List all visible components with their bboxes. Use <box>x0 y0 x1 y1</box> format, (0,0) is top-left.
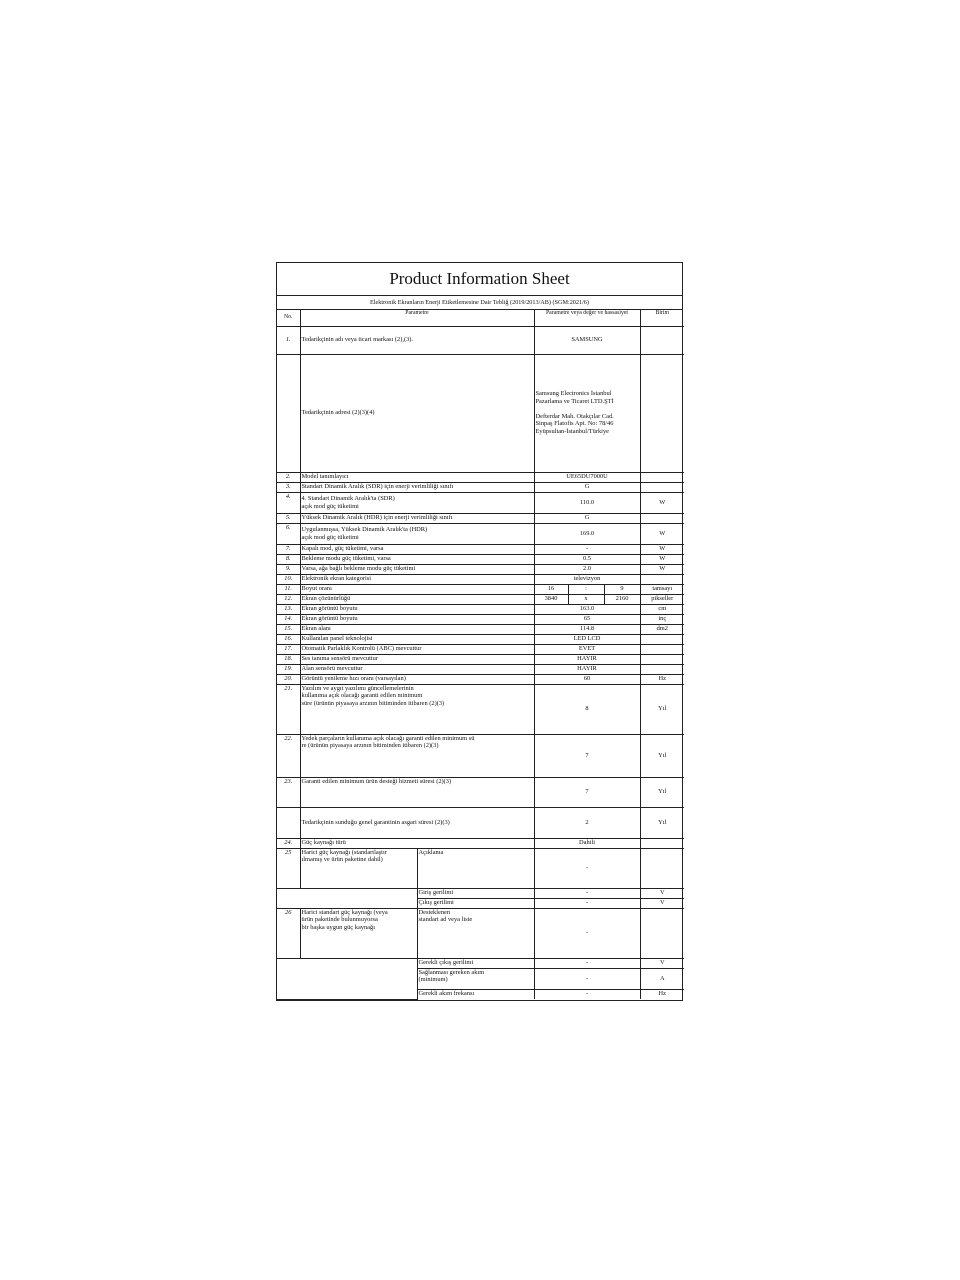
row-parameter <box>300 492 534 513</box>
row-parameter <box>300 684 534 734</box>
row-parameter: Ses tanıma sensörü mevcuttur <box>300 654 534 664</box>
table-row <box>277 614 684 624</box>
table-row <box>277 777 684 807</box>
psu-label-line: ürün paketinde bulunmuyorsa <box>301 916 378 924</box>
table-row <box>277 482 684 492</box>
row-unit <box>640 354 684 472</box>
address-line: Sinpaş Flatofis Apt. No: 78/46 <box>535 420 614 428</box>
table-row <box>277 326 684 354</box>
row-unit: Hz <box>640 674 684 684</box>
address-line: Samsung Electronics İstanbul <box>535 390 612 397</box>
blank-cell <box>277 958 417 999</box>
row-value: 110.0 <box>534 492 640 513</box>
parameter-line: re (ürünün piyasaya arzının bitiminden itibaren (2)(3) <box>301 742 439 750</box>
row-value: 2 <box>534 807 640 838</box>
row-parameter: Görüntü yenileme hızı oranı (varsayılan) <box>300 674 534 684</box>
row-value: HAYIR <box>534 654 640 664</box>
psu-unit: Hz <box>640 989 684 999</box>
table-row <box>277 684 684 734</box>
psu-label-line: ılmamış ve ürün paketine dahil) <box>301 856 383 864</box>
table-row <box>277 644 684 654</box>
row-value: - <box>534 544 640 554</box>
row-unit <box>640 644 684 654</box>
header-no: No. <box>277 310 300 326</box>
table-row <box>277 838 684 848</box>
row-unit: Yıl <box>640 734 684 777</box>
row-number: 5. <box>277 513 300 523</box>
psu-value: - <box>534 898 640 908</box>
row-parameter: Kullanılan panel teknolojisi <box>300 634 534 644</box>
row-unit <box>640 472 684 482</box>
address-line: Defterdar Mah. Otakçılar Cad. <box>535 412 614 420</box>
row-number: 7. <box>277 544 300 554</box>
row-unit: Yıl <box>640 807 684 838</box>
row-number: 6. <box>277 523 300 544</box>
row-number: 10. <box>277 574 300 584</box>
psu-sub-label-line: (minimum) <box>418 976 448 984</box>
table-row <box>277 513 684 523</box>
row-number <box>277 807 300 838</box>
row-parameter: Tedarikçinin adı veya ticari markası (2),(3). <box>300 326 534 354</box>
row-parameter: Yüksek Dinamik Aralık (HDR) için enerji verimliliği sınıfı <box>300 513 534 523</box>
row-parameter: Ekran alanı <box>300 624 534 634</box>
row-unit: W <box>640 554 684 564</box>
psu-value: - <box>534 989 640 999</box>
row-number: 12. <box>277 594 300 604</box>
psu-sub-label: Gerekli çıkış gerilimi <box>417 958 534 968</box>
row-value: SAMSUNG <box>534 326 640 354</box>
table-row <box>277 564 684 574</box>
row-number: 9. <box>277 564 300 574</box>
row-value: 65 <box>534 614 640 624</box>
value-part-1: 3840 <box>534 594 568 604</box>
row-value: televizyon <box>534 574 640 584</box>
row-value <box>534 354 640 472</box>
header-unit: Birim <box>640 310 684 326</box>
row-number: 15. <box>277 624 300 634</box>
table-row <box>277 624 684 634</box>
row-parameter: Ekran çözünürlüğü <box>300 594 534 604</box>
row-parameter: Elektronik ekran kategorisi <box>300 574 534 584</box>
row-parameter: Ekran görüntü boyutu <box>300 614 534 624</box>
value-part-2: 2160 <box>604 594 640 604</box>
psu-unit: V <box>640 958 684 968</box>
psu-row <box>277 958 684 968</box>
row-parameter: Güç kaynağı türü <box>300 838 534 848</box>
psu-value: - <box>534 968 640 989</box>
table-row <box>277 604 684 614</box>
row-number: 23. <box>277 777 300 807</box>
row-parameter <box>300 523 534 544</box>
row-unit: tamsayı <box>640 584 684 594</box>
psu-label-line: bir başka uygun güç kaynağı <box>301 924 375 932</box>
row-parameter: Kapalı mod, güç tüketimi, varsa <box>300 544 534 554</box>
row-unit <box>640 482 684 492</box>
row-parameter: Boyut oranı <box>300 584 534 594</box>
row-number: 22. <box>277 734 300 777</box>
psu-unit <box>640 848 684 888</box>
header-value: Parametre veya değer ve hassasiyet <box>534 310 640 326</box>
psu-label <box>300 908 417 958</box>
parameter-line: 4. Standart Dinamik Aralık'ta (SDR) <box>301 494 395 502</box>
value-part-2: 9 <box>604 584 640 594</box>
row-number: 26 <box>277 908 300 958</box>
table-row <box>277 674 684 684</box>
psu-sub-label <box>417 908 534 958</box>
psu-sub-label-line: Desteklenen <box>418 908 451 916</box>
row-unit: cm <box>640 604 684 614</box>
row-number: 14. <box>277 614 300 624</box>
row-unit <box>640 654 684 664</box>
row-value: LED LCD <box>534 634 640 644</box>
table-row <box>277 492 684 513</box>
parameter-line: Uygulanmışsa, Yüksek Dinamik Aralık'ta (HDR) <box>301 525 428 533</box>
parameter-line: Yedek parçaların kullanıma açık olacağı garanti edilen minimum sü <box>301 734 475 742</box>
row-unit: dm2 <box>640 624 684 634</box>
parameter-line: Yazılım ve aygıt yazılımı güncellemelerinin <box>301 684 414 692</box>
value-part-1: 16 <box>534 584 568 594</box>
row-unit <box>640 574 684 584</box>
row-unit <box>640 838 684 848</box>
row-number: 3. <box>277 482 300 492</box>
row-unit: pikseller <box>640 594 684 604</box>
row-unit: W <box>640 564 684 574</box>
row-number: 20. <box>277 674 300 684</box>
row-value: UE65DU7000U <box>534 472 640 482</box>
row-parameter: Model tanımlayıcı <box>300 472 534 482</box>
row-unit <box>640 326 684 354</box>
row-unit: W <box>640 544 684 554</box>
psu-sub-label <box>417 968 534 989</box>
table-row <box>277 664 684 674</box>
row-parameter: Bekleme modu güç tüketimi, varsa <box>300 554 534 564</box>
psu-sub-label: Gerekli akım frekansı <box>417 989 534 999</box>
row-value: Dahili <box>534 838 640 848</box>
psu-label-line: Harici standart güç kaynağı (veya <box>301 908 388 916</box>
psu-row <box>277 908 684 958</box>
row-unit <box>640 513 684 523</box>
psu-sub-label: Çıkış gerilimi <box>417 898 534 908</box>
table-row <box>277 554 684 564</box>
row-parameter: Alan sensörü mevcuttur <box>300 664 534 674</box>
psu-unit: V <box>640 888 684 898</box>
row-value: 7 <box>534 777 640 807</box>
psu-unit <box>640 908 684 958</box>
parameter-line: süre (ürünün piyasaya arzının bitiminden itibaren (2)(3) <box>301 700 445 708</box>
address-line <box>536 406 639 413</box>
row-value: 2.0 <box>534 564 640 574</box>
row-number: 18. <box>277 654 300 664</box>
row-parameter: Tedarikçinin sunduğu genel garantinin asgari süresi (2)(3) <box>300 807 534 838</box>
value-separator: x <box>568 594 604 604</box>
row-value: 163.0 <box>534 604 640 614</box>
table-row <box>277 807 684 838</box>
row-value: 169.0 <box>534 523 640 544</box>
row-unit: Yıl <box>640 777 684 807</box>
row-unit <box>640 664 684 674</box>
address-line: Pazarlama ve Ticaret LTD.ŞTİ <box>535 397 614 405</box>
table-row <box>277 523 684 544</box>
table-row <box>277 584 684 594</box>
row-parameter: Varsa, ağa bağlı bekleme modu güç tüketimi <box>300 564 534 574</box>
psu-value: - <box>534 958 640 968</box>
table-row <box>277 472 684 482</box>
row-value: 8 <box>534 684 640 734</box>
psu-sub-label: Açıklama <box>417 848 534 888</box>
psu-value: - <box>534 848 640 888</box>
psu-sub-label-line: standart ad veya liste <box>418 916 473 924</box>
value-separator: : <box>568 584 604 594</box>
row-number <box>277 354 300 472</box>
row-number: 19. <box>277 664 300 674</box>
product-information-sheet <box>276 262 683 1001</box>
row-number: 16. <box>277 634 300 644</box>
row-value: 7 <box>534 734 640 777</box>
row-parameter <box>300 734 534 777</box>
row-number: 8. <box>277 554 300 564</box>
table-row <box>277 574 684 584</box>
psu-value: - <box>534 888 640 898</box>
parameter-table <box>277 310 684 1000</box>
row-unit: Yıl <box>640 684 684 734</box>
table-row <box>277 734 684 777</box>
row-number: 1. <box>277 326 300 354</box>
row-value: 0.5 <box>534 554 640 564</box>
psu-unit: V <box>640 898 684 908</box>
header-row <box>277 310 684 326</box>
row-parameter: Otomatik Parlaklık Kontrolü (ABC) mevcuttur <box>300 644 534 654</box>
row-number: 13. <box>277 604 300 614</box>
row-unit: inç <box>640 614 684 624</box>
row-number: 25 <box>277 848 300 888</box>
table-row <box>277 654 684 664</box>
row-value: HAYIR <box>534 664 640 674</box>
address-line: Eyüpsultan-İstanbul/Türkiye <box>535 428 609 436</box>
psu-row <box>277 888 684 898</box>
row-number: 17. <box>277 644 300 654</box>
parameter-line: açık mod güç tüketimi <box>301 502 359 510</box>
row-value: EVET <box>534 644 640 654</box>
parameter-line: açık mod güç tüketimi <box>301 533 359 541</box>
row-number: 2. <box>277 472 300 482</box>
table-row <box>277 594 684 604</box>
row-parameter: Ekran görüntü boyutu <box>300 604 534 614</box>
sheet-subtitle: Elektronik Ekranların Enerji Etiketlemesine Dair Tebliğ (2019/2013/AB) (SGM:2021/6) <box>277 296 682 310</box>
row-parameter: Tedarikçinin adresi (2)(3)(4) <box>300 354 534 472</box>
row-value: G <box>534 513 640 523</box>
row-parameter: Standart Dinamik Aralık (SDR) için enerji verimliliği sınıfı <box>300 482 534 492</box>
blank-cell <box>277 888 417 908</box>
table-row <box>277 354 684 472</box>
row-number: 11. <box>277 584 300 594</box>
row-value: 60 <box>534 674 640 684</box>
row-parameter: Garanti edilen minimum ürün desteği hizmeti süresi (2)(3) <box>300 777 534 807</box>
row-number: 21. <box>277 684 300 734</box>
sheet-title: Product Information Sheet <box>277 263 682 296</box>
psu-unit: A <box>640 968 684 989</box>
table-row <box>277 544 684 554</box>
header-parameter: Parametre <box>300 310 534 326</box>
psu-sub-label-line: Sağlanması gereken akım <box>418 968 485 976</box>
row-value: 114.8 <box>534 624 640 634</box>
psu-row <box>277 848 684 888</box>
row-unit: W <box>640 492 684 513</box>
psu-sub-label: Giriş gerilimi <box>417 888 534 898</box>
psu-label <box>300 848 417 888</box>
parameter-line: kullanıma açık olacağı garanti edilen minimum <box>301 692 423 700</box>
row-value: G <box>534 482 640 492</box>
psu-value: - <box>534 908 640 958</box>
psu-label-line: Harici güç kaynağı (standartlaştır <box>301 848 387 856</box>
row-number: 24. <box>277 838 300 848</box>
table-row <box>277 634 684 644</box>
row-unit: W <box>640 523 684 544</box>
row-unit <box>640 634 684 644</box>
row-number: 4. <box>277 492 300 513</box>
